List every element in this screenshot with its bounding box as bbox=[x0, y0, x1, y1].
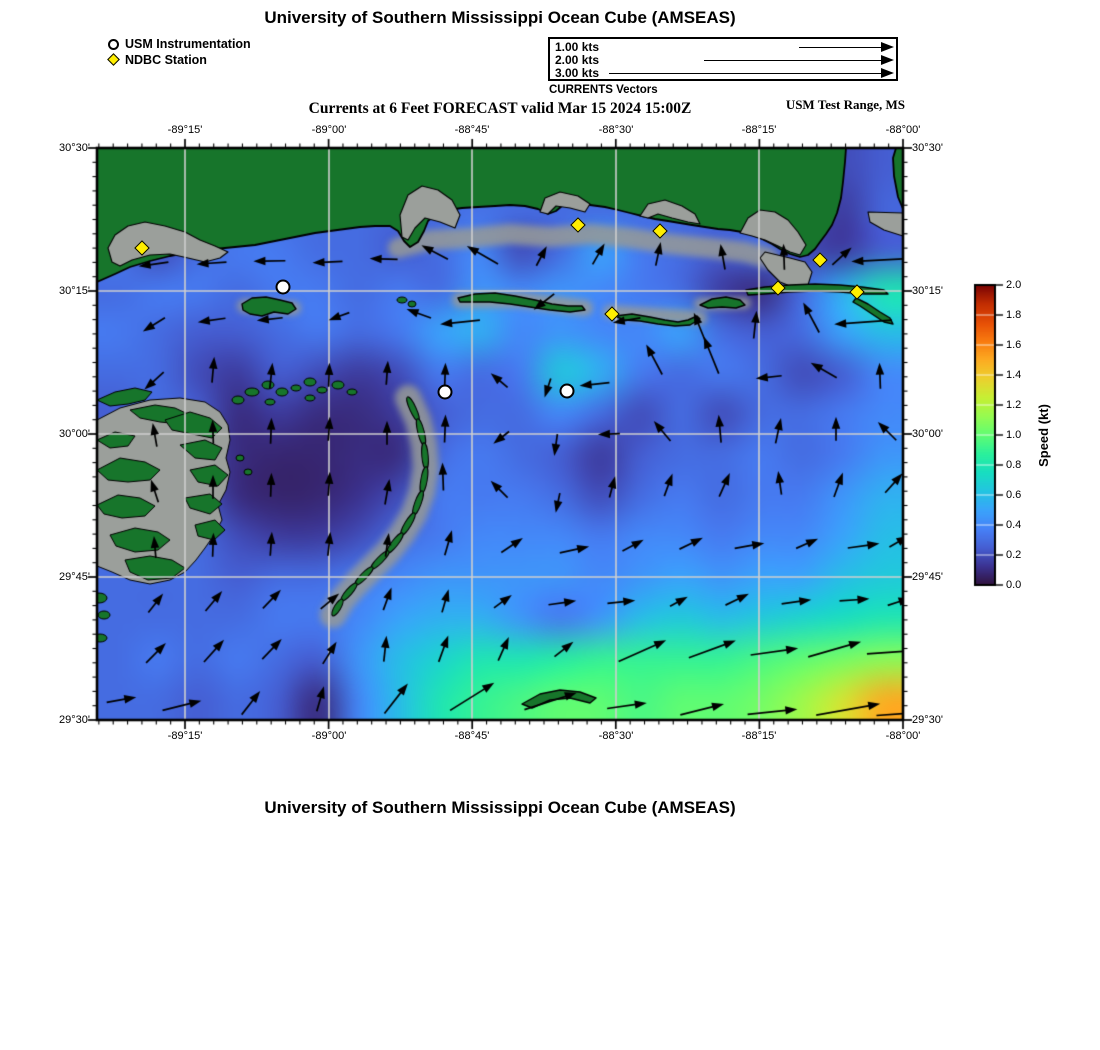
y-axis-tick-label-left: 30°15' bbox=[59, 285, 90, 297]
region-label: USM Test Range, MS bbox=[785, 97, 905, 112]
colorbar-tick-label: 1.2 bbox=[1006, 399, 1022, 411]
vector-key-arrow-head-icon bbox=[881, 42, 894, 52]
y-axis-tick-label-left: 30°30' bbox=[59, 142, 90, 154]
station-legend bbox=[108, 36, 251, 68]
usm-instrumentation-marker bbox=[276, 280, 291, 295]
vector-key-entry-label: 1.00 kts bbox=[555, 40, 600, 54]
y-axis-tick-label-right: 30°30' bbox=[912, 142, 943, 154]
y-axis-tick-label-left: 29°45' bbox=[59, 571, 90, 583]
legend-item-label: NDBC Station bbox=[125, 53, 207, 67]
vector-key-arrow-shaft bbox=[799, 47, 884, 48]
vector-key-arrow-shaft bbox=[704, 60, 884, 61]
legend-item-label: USM Instrumentation bbox=[125, 37, 251, 51]
y-axis-tick-label-left: 30°00' bbox=[59, 428, 90, 440]
x-axis-tick-label-bottom: -89°00' bbox=[311, 730, 347, 742]
vector-key-arrow-head-icon bbox=[881, 55, 894, 65]
usm-circle-icon bbox=[108, 38, 121, 51]
x-axis-tick-label-top: -89°15' bbox=[167, 124, 203, 136]
vector-key-caption: CURRENTS Vectors bbox=[549, 84, 658, 96]
y-axis-tick-label-right: 30°00' bbox=[912, 428, 943, 440]
x-axis-tick-label-bottom: -89°15' bbox=[167, 730, 203, 742]
usm-instrumentation-marker bbox=[560, 384, 575, 399]
figure-title-bottom: University of Southern Mississippi Ocean Cube (AMSEAS) bbox=[264, 798, 736, 817]
usm-instrumentation-marker bbox=[438, 385, 453, 400]
legend-item-ndbc bbox=[108, 52, 251, 68]
colorbar-canvas bbox=[973, 283, 1007, 593]
colorbar-tick-label: 1.0 bbox=[1006, 429, 1022, 441]
current-speed-map-canvas bbox=[85, 136, 915, 732]
x-axis-tick-label-top: -88°45' bbox=[454, 124, 490, 136]
colorbar-tick-label: 2.0 bbox=[1006, 279, 1022, 291]
x-axis-tick-label-bottom: -88°30' bbox=[598, 730, 634, 742]
colorbar-tick-label: 0.2 bbox=[1006, 549, 1022, 561]
vector-key-entry-label: 3.00 kts bbox=[555, 66, 600, 80]
x-axis-tick-label-bottom: -88°00' bbox=[885, 730, 921, 742]
vector-key-entry bbox=[550, 41, 896, 54]
vector-key-arrow-head-icon bbox=[881, 68, 894, 78]
x-axis-tick-label-bottom: -88°15' bbox=[741, 730, 777, 742]
vector-key-entry bbox=[550, 54, 896, 67]
colorbar-tick-label: 0.8 bbox=[1006, 459, 1022, 471]
forecast-subtitle: Currents at 6 Feet FORECAST valid Mar 15 2024 15:00Z bbox=[308, 100, 692, 117]
x-axis-tick-label-top: -89°00' bbox=[311, 124, 347, 136]
vector-key-arrow-shaft bbox=[609, 73, 884, 74]
x-axis-tick-label-top: -88°00' bbox=[885, 124, 921, 136]
colorbar-tick-label: 0.4 bbox=[1006, 519, 1022, 531]
colorbar-tick-label: 0.0 bbox=[1006, 579, 1022, 591]
colorbar-tick-label: 1.4 bbox=[1006, 369, 1022, 381]
colorbar-title: Speed (kt) bbox=[1035, 404, 1051, 467]
x-axis-tick-label-top: -88°15' bbox=[741, 124, 777, 136]
figure-title-top: University of Southern Mississippi Ocean Cube (AMSEAS) bbox=[264, 8, 736, 27]
y-axis-tick-label-right: 29°45' bbox=[912, 571, 943, 583]
colorbar-tick-label: 1.8 bbox=[1006, 309, 1022, 321]
colorbar-tick-label: 0.6 bbox=[1006, 489, 1022, 501]
vector-key-entry bbox=[550, 67, 896, 80]
y-axis-tick-label-right: 30°15' bbox=[912, 285, 943, 297]
vector-key-entry-label: 2.00 kts bbox=[555, 53, 600, 67]
vector-scale-key-box bbox=[548, 37, 898, 81]
legend-item-usm bbox=[108, 36, 251, 52]
x-axis-tick-label-top: -88°30' bbox=[598, 124, 634, 136]
y-axis-tick-label-right: 29°30' bbox=[912, 714, 943, 726]
x-axis-tick-label-bottom: -88°45' bbox=[454, 730, 490, 742]
y-axis-tick-label-left: 29°30' bbox=[59, 714, 90, 726]
ndbc-diamond-icon bbox=[108, 54, 121, 67]
colorbar-tick-label: 1.6 bbox=[1006, 339, 1022, 351]
